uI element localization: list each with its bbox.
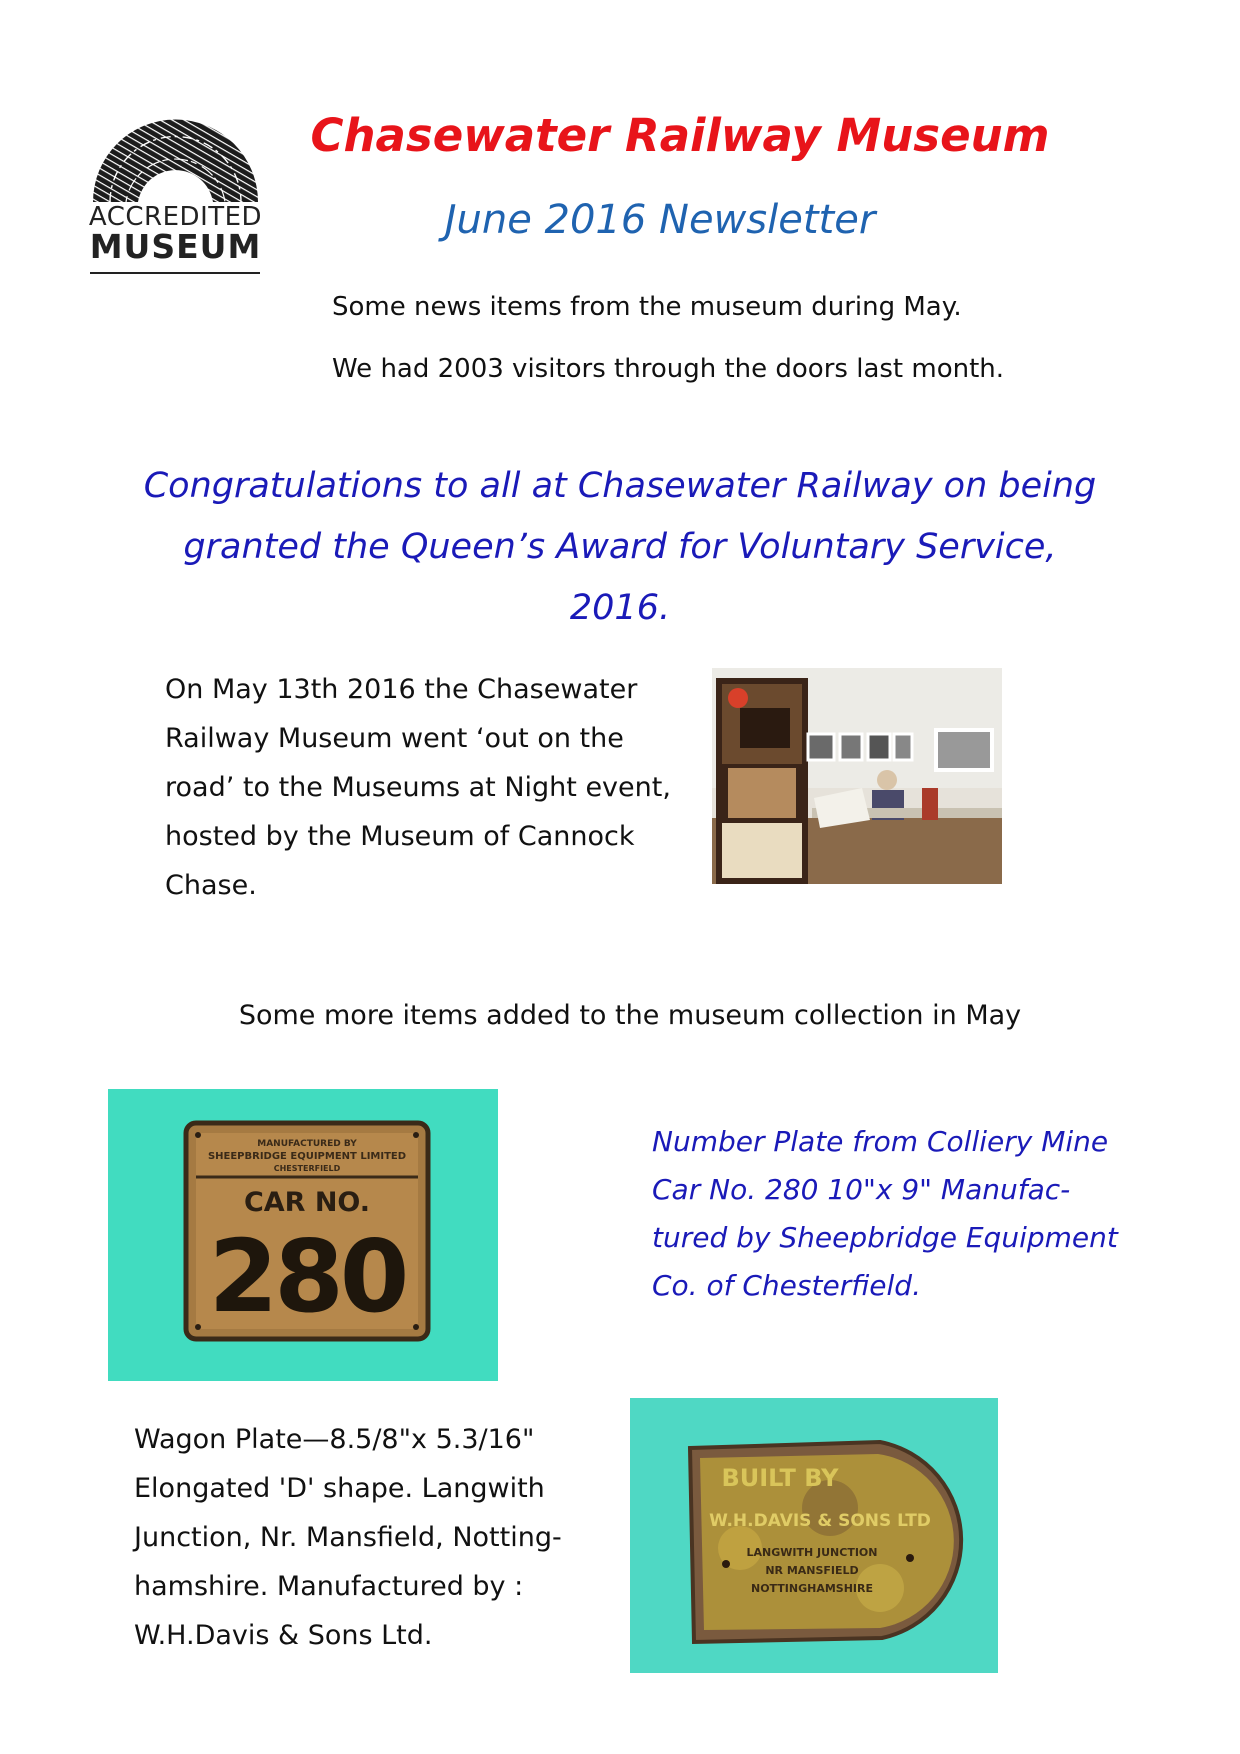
plate-text-mid: SHEEPBRIDGE EQUIPMENT LIMITED — [207, 1151, 407, 1162]
collection-heading: Some more items added to the museum collection in May — [238, 1000, 1022, 1031]
event-line: Railway Museum went ‘out on the — [165, 723, 624, 754]
wagon-plate-text-1: BUILT BY — [721, 1464, 839, 1492]
event-photo-illustration — [712, 668, 1002, 884]
event-line: On May 13th 2016 the Chasewater — [165, 674, 638, 705]
wagon-plate-text-3: LANGWITH JUNCTION — [746, 1546, 878, 1559]
caption-line: Car No. 280 10"x 9" Manufac- — [652, 1173, 1071, 1206]
visitors-line: We had 2003 visitors through the doors last month. — [332, 354, 1005, 384]
congrats-line: Congratulations to all at Chasewater Railway on being — [143, 466, 1097, 506]
number-plate-illustration — [108, 1089, 498, 1381]
newsletter-subtitle: June 2016 Newsletter — [444, 197, 876, 243]
wagon-plate-photo — [630, 1398, 998, 1673]
event-paragraph — [165, 665, 685, 910]
logo-text-museum: MUSEUM — [89, 227, 262, 266]
event-line: Chase. — [165, 870, 257, 901]
number-plate-photo — [108, 1089, 498, 1381]
wagon-plate-text-5: NOTTINGHAMSHIRE — [750, 1582, 874, 1595]
event-line: hosted by the Museum of Cannock — [165, 821, 635, 852]
museums-at-night-photo — [712, 668, 1002, 884]
plate-car-label: CAR NO. — [243, 1187, 371, 1218]
caption-line: Elongated 'D' shape. Langwith — [134, 1473, 545, 1504]
congrats-line: granted the Queen’s Award for Voluntary Service, — [183, 527, 1057, 567]
page-title: Chasewater Railway Museum — [310, 109, 1050, 162]
caption-line: Number Plate from Colliery Mine — [652, 1125, 1109, 1158]
wagon-plate-caption — [134, 1415, 614, 1660]
number-plate-caption — [652, 1118, 1132, 1310]
congrats-line: 2016. — [569, 588, 671, 628]
wagon-plate-text-2: W.H.DAVIS & SONS LTD — [709, 1511, 931, 1531]
plate-text-bottom: CHESTERFIELD — [273, 1164, 341, 1173]
caption-line: Co. of Chesterfield. — [652, 1269, 921, 1302]
caption-line: hamshire. Manufactured by : — [134, 1571, 524, 1602]
wagon-plate-illustration — [630, 1398, 998, 1673]
caption-line: Wagon Plate—8.5/8"x 5.3/16" — [134, 1424, 535, 1455]
logo-underline — [90, 272, 260, 274]
logo-text-accredited: ACCREDITED — [88, 202, 263, 232]
caption-line: tured by Sheepbridge Equipment — [652, 1221, 1118, 1254]
caption-line: Junction, Nr. Mansfield, Notting- — [134, 1522, 562, 1553]
event-line: road’ to the Museums at Night event, — [165, 772, 671, 803]
wagon-plate-text-4: NR MANSFIELD — [765, 1564, 859, 1577]
accredited-museum-logo — [88, 110, 263, 278]
intro-line: Some news items from the museum during May. — [332, 292, 962, 322]
plate-text-top: MANUFACTURED BY — [257, 1139, 357, 1149]
plate-number: 280 — [208, 1218, 406, 1335]
congratulations-block — [130, 456, 1110, 639]
rainbow-arc-icon — [88, 110, 263, 205]
caption-line: W.H.Davis & Sons Ltd. — [134, 1620, 433, 1651]
